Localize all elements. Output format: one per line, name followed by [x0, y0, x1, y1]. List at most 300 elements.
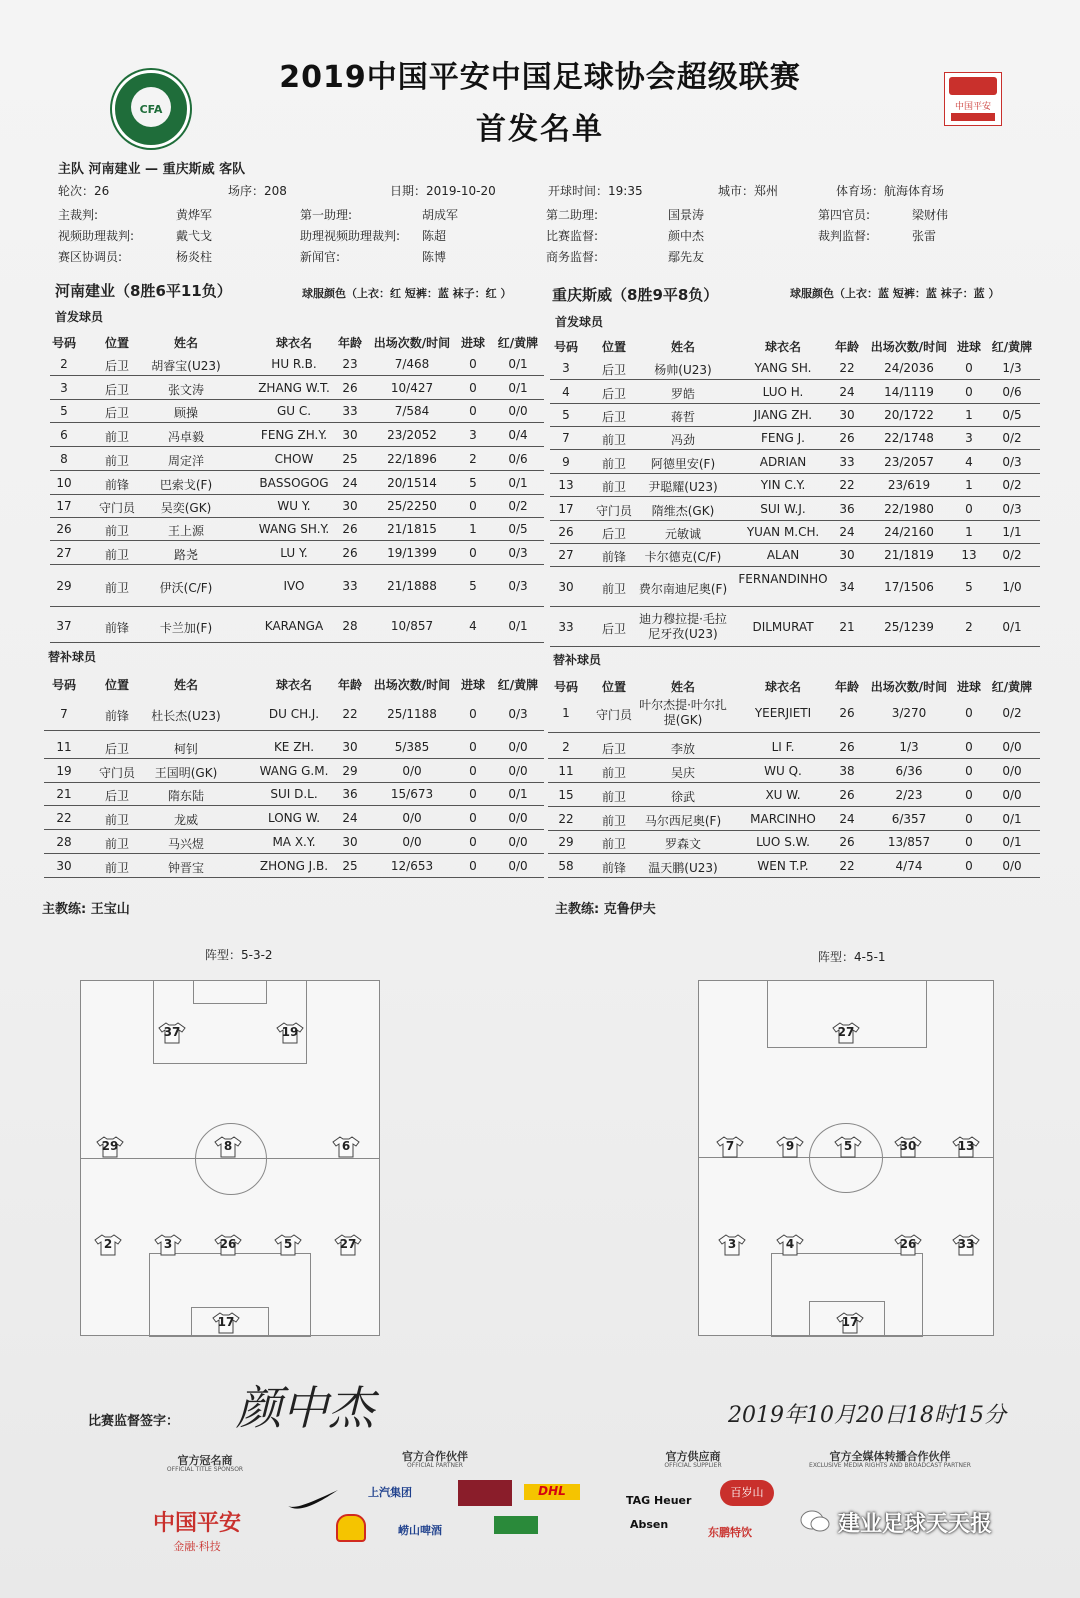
official-label: 视频助理裁判: [58, 229, 135, 243]
away-cell: 22 [839, 478, 855, 492]
shirt-number: 37 [163, 1025, 181, 1039]
shirt-number: 5 [843, 1139, 853, 1153]
shirt-number: 3 [727, 1237, 737, 1251]
away-cell: 24 [839, 812, 855, 826]
away-cell: 卡尔德克(C/F) [644, 550, 722, 564]
shirt-number: 27 [837, 1025, 855, 1039]
home-table-row [44, 738, 544, 759]
home-cell: 0/1 [508, 476, 528, 490]
home-cell: 0/1 [508, 357, 528, 371]
home-starters-col-header: 球衣名 [275, 336, 312, 350]
shirt-number: 29 [101, 1139, 119, 1153]
home-table-row [50, 497, 544, 518]
sponsor-sub-supplier: OFFICIAL SUPPLIER [664, 1462, 722, 1469]
away-cell: 22 [558, 812, 574, 826]
away-cell: 7 [562, 431, 570, 445]
official-label: 主裁判: [58, 208, 99, 222]
home-cell: 前卫 [104, 861, 129, 875]
away-cell: 前卫 [601, 837, 626, 851]
away-cell: 0 [965, 740, 973, 754]
away-cell: 5 [562, 408, 570, 422]
away-table-row [548, 833, 1040, 854]
official-value: 陈博 [422, 250, 447, 264]
away-cell: 2 [965, 620, 973, 634]
away-subs-col-header: 进球 [956, 680, 981, 694]
away-table-row [550, 570, 1040, 607]
home-cell: 巴索戈(F) [159, 478, 213, 492]
away-cell: LI F. [771, 740, 795, 754]
home-table-row [44, 785, 544, 806]
home-cell: 30 [342, 499, 358, 513]
home-cell: 前卫 [104, 813, 129, 827]
away-subs-col-header: 红/黄牌 [991, 680, 1033, 694]
home-cell: BASSOGOG [259, 476, 329, 490]
sponsor-sub-media: EXCLUSIVE MEDIA RIGHTS AND BROADCAST PARTNER [809, 1462, 971, 1469]
away-cell: YUAN M.CH. [746, 525, 820, 539]
away-cell: SUI W.J. [760, 502, 806, 516]
home-cell: 0 [469, 787, 477, 801]
away-cell: 0 [965, 788, 973, 802]
home-subs-col-header: 姓名 [173, 678, 198, 692]
home-cell: 37 [56, 619, 72, 633]
away-table-row [548, 762, 1040, 783]
home-cell: 后卫 [104, 359, 129, 373]
home-cell: 0/6 [508, 452, 528, 466]
home-table-row [50, 355, 544, 376]
home-cell: 12/653 [390, 859, 434, 873]
away-cell: XU W. [765, 788, 801, 802]
home-cell: 0/0 [508, 764, 528, 778]
away-cell: 1 [965, 525, 973, 539]
away-table-row [548, 696, 1040, 733]
home-cell: 0/0 [402, 764, 422, 778]
home-cell: 5 [469, 579, 477, 593]
away-starters-col-header: 年龄 [834, 340, 859, 354]
home-cell: LONG W. [267, 811, 321, 825]
away-cell: 1 [562, 706, 570, 720]
away-cell: 吴庆 [670, 766, 695, 780]
away-subs-col-header: 位置 [601, 680, 626, 694]
home-cell: 前卫 [104, 524, 129, 538]
home-starters-col-header: 姓名 [173, 336, 198, 350]
home-cell: KE ZH. [273, 740, 315, 754]
away-cell: 21/1819 [884, 548, 934, 562]
home-cell: 36 [342, 787, 358, 801]
away-cell: 0/3 [1002, 455, 1022, 469]
home-cell: 29 [56, 579, 72, 593]
shirt-number: 27 [339, 1237, 357, 1251]
away-cell: 0/5 [1002, 408, 1022, 422]
home-cell: 后卫 [104, 383, 129, 397]
home-cell: 前卫 [104, 837, 129, 851]
home-cell: 26 [342, 522, 358, 536]
home-cell: 后卫 [104, 789, 129, 803]
home-cell: 23 [342, 357, 358, 371]
away-cell: 0/0 [1002, 859, 1022, 873]
home-table-row [50, 450, 544, 471]
away-cell: 26 [839, 835, 855, 849]
home-cell: 0/2 [508, 499, 528, 513]
away-cell: 1/1 [1002, 525, 1022, 539]
away-cell: 0/1 [1002, 812, 1022, 826]
nike-logo [286, 1486, 340, 1512]
home-cell: 冯卓毅 [167, 430, 204, 444]
home-cell: 守门员 [98, 766, 135, 780]
home-cell: 27 [56, 546, 72, 560]
away-cell: 费尔南迪尼奥(F) [638, 582, 728, 596]
away-starters-col-header: 号码 [553, 340, 578, 354]
home-table-row [44, 700, 544, 731]
away-cell: FERNANDINHO [738, 572, 828, 586]
home-table-row [50, 568, 544, 607]
shirt-number: 3 [163, 1237, 173, 1251]
home-cell: 吴奕(GK) [160, 501, 212, 515]
home-starters-col-header: 红/黄牌 [497, 336, 539, 350]
home-cell: 28 [342, 619, 358, 633]
away-table-row [550, 383, 1040, 404]
home-starters-col-header: 进球 [460, 336, 485, 350]
home-cell: 0 [469, 357, 477, 371]
away-cell: 后卫 [601, 387, 626, 401]
home-cell: 33 [342, 579, 358, 593]
away-cell: 33 [558, 620, 574, 634]
home-cell: 22 [56, 811, 72, 825]
home-cell: 0/0 [508, 859, 528, 873]
home-player-shirt-icon [334, 1234, 362, 1256]
home-cell: 3 [60, 381, 68, 395]
away-cell: 23/2057 [884, 455, 934, 469]
away-cell: 22/1980 [884, 502, 934, 516]
away-cell: 3 [562, 361, 570, 375]
home-cell: 0 [469, 835, 477, 849]
away-cell: 13 [961, 548, 977, 562]
away-cell: YEERJIETI [754, 706, 812, 720]
away-cell: JIANG ZH. [753, 408, 813, 422]
shirt-number: 17 [217, 1315, 235, 1329]
away-cell: 叶尔杰提·叶尔扎提(GK) [639, 698, 727, 727]
away-cell: 6/357 [891, 812, 927, 826]
home-cell: 前锋 [104, 709, 129, 723]
saic-logo: 上汽集团 [368, 1486, 412, 1499]
home-cell: 7/468 [394, 357, 430, 371]
away-cell: 前卫 [601, 790, 626, 804]
away-cell: 前卫 [601, 766, 626, 780]
home-cell: 6 [60, 428, 68, 442]
home-table-row [50, 426, 544, 447]
wechat-icon [800, 1510, 830, 1532]
away-cell: 2 [562, 740, 570, 754]
home-cell: 3 [469, 428, 477, 442]
away-starters-col-header: 球衣名 [764, 340, 801, 354]
city: 城市：郑州 [718, 184, 779, 198]
title-sponsor-logo: 中国平安 [152, 1511, 241, 1536]
home-cell: 29 [342, 764, 358, 778]
home-cell: 10/427 [390, 381, 434, 395]
away-cell: 30 [558, 580, 574, 594]
home-starters-col-header: 位置 [104, 336, 129, 350]
kickoff-time: 开球时间：19:35 [548, 184, 643, 198]
away-cell: 33 [839, 455, 855, 469]
home-table-row [50, 612, 544, 643]
away-table-row [550, 406, 1040, 427]
away-cell: 前卫 [601, 433, 626, 447]
away-cell: 1/3 [1002, 361, 1022, 375]
home-cell: ZHANG W.T. [258, 381, 330, 395]
away-cell: 0 [965, 859, 973, 873]
home-cell: 周定洋 [167, 454, 204, 468]
home-cell: HU R.B. [271, 357, 317, 371]
home-cell: 30 [342, 428, 358, 442]
home-starters-col-header: 年龄 [337, 336, 362, 350]
home-cell: 柯钊 [173, 742, 198, 756]
away-cell: 李放 [670, 742, 695, 756]
shirt-number: 13 [957, 1139, 975, 1153]
away-cell: 隋维杰(GK) [651, 504, 715, 518]
away-cell: WEN T.P. [757, 859, 809, 873]
away-cell: 4/74 [895, 859, 923, 873]
home-table-row [50, 474, 544, 495]
away-cell: 冯劲 [670, 433, 695, 447]
away-cell: ALAN [766, 548, 800, 562]
official-value: 黄烨军 [176, 208, 213, 222]
away-table-row [548, 738, 1040, 759]
away-subs-col-header: 姓名 [670, 680, 695, 694]
away-cell: 0 [965, 385, 973, 399]
tagheuer-logo: TAG Heuer [626, 1494, 692, 1507]
official-value: 国景涛 [668, 208, 705, 222]
home-cell: 卡兰加(F) [159, 621, 213, 635]
shirt-number: 17 [841, 1315, 859, 1329]
home-cell: 23/2052 [387, 428, 437, 442]
away-starters-col-header: 姓名 [670, 340, 695, 354]
away-cell: 11 [558, 764, 574, 778]
away-cell: 前卫 [601, 480, 626, 494]
away-player-shirt-icon [718, 1234, 746, 1256]
away-cell: 9 [562, 455, 570, 469]
away-player-shirt-icon [776, 1136, 804, 1158]
away-player-shirt-icon [952, 1234, 980, 1256]
home-cell: 前锋 [104, 621, 129, 635]
away-cell: 0/2 [1002, 548, 1022, 562]
home-player-shirt-icon [332, 1136, 360, 1158]
official-label: 第二助理: [546, 208, 599, 222]
home-player-shirt-icon [94, 1234, 122, 1256]
home-cell: LU Y. [280, 546, 308, 560]
home-cell: 龙威 [173, 813, 198, 827]
away-subs-col-header: 号码 [553, 680, 578, 694]
home-coach: 主教练: 王宝山 [42, 902, 130, 917]
shirt-number: 26 [219, 1237, 237, 1251]
away-cell: 34 [839, 580, 855, 594]
away-cell: 24/2036 [884, 361, 934, 375]
home-cell: 26 [56, 522, 72, 536]
shirt-number: 2 [103, 1237, 113, 1251]
home-cell: 0/1 [508, 787, 528, 801]
home-cell: 前卫 [104, 430, 129, 444]
home-cell: 0/3 [508, 579, 528, 593]
away-cell: 前锋 [601, 550, 626, 564]
home-cell: 5/385 [394, 740, 430, 754]
away-player-shirt-icon [952, 1136, 980, 1158]
official-label: 第一助理: [300, 208, 353, 222]
home-cell: 钟晋宝 [167, 861, 204, 875]
away-player-shirt-icon [836, 1312, 864, 1334]
official-label: 助理视频助理裁判: [300, 229, 401, 243]
shirt-number: 7 [725, 1139, 735, 1153]
away-cell: DILMURAT [752, 620, 814, 634]
away-cell: 38 [839, 764, 855, 778]
away-starters-col-header: 红/黄牌 [991, 340, 1033, 354]
home-cell: SUI D.L. [270, 787, 318, 801]
home-subs-label: 替补球员 [48, 650, 97, 664]
shirt-number: 8 [223, 1139, 233, 1153]
away-cell: 后卫 [601, 410, 626, 424]
home-cell: 21/1815 [387, 522, 437, 536]
away-cell: 17/1506 [884, 580, 934, 594]
home-table-row [44, 833, 544, 854]
away-player-shirt-icon [832, 1022, 860, 1044]
away-cell: 24 [839, 385, 855, 399]
home-cell: 24 [342, 476, 358, 490]
away-subs-col-header: 球衣名 [764, 680, 801, 694]
official-value: 张雷 [912, 229, 937, 243]
away-cell: 20/1722 [884, 408, 934, 422]
home-cell: FENG ZH.Y. [260, 428, 328, 442]
away-cell: 25/1239 [884, 620, 934, 634]
away-player-shirt-icon [776, 1234, 804, 1256]
away-table-row [550, 476, 1040, 497]
home-cell: 2 [469, 452, 477, 466]
home-table-row [50, 402, 544, 423]
away-starters-label: 首发球员 [555, 315, 604, 329]
away-cell: 15 [558, 788, 574, 802]
home-cell: 28 [56, 835, 72, 849]
home-table-row [50, 544, 544, 565]
home-cell: 25/2250 [387, 499, 437, 513]
away-cell: MARCINHO [750, 812, 816, 826]
away-starters-col-header: 进球 [956, 340, 981, 354]
away-cell: 0 [965, 835, 973, 849]
home-cell: 马兴煜 [167, 837, 204, 851]
away-table-row [550, 359, 1040, 380]
away-cell: 前卫 [601, 582, 626, 596]
home-cell: 21 [56, 787, 72, 801]
away-cell: 26 [839, 788, 855, 802]
away-table-row [548, 857, 1040, 878]
away-cell: 0 [965, 502, 973, 516]
official-value: 鄢先友 [668, 250, 705, 264]
home-cell: 胡睿宝(U23) [151, 359, 221, 373]
away-cell: 13/857 [887, 835, 931, 849]
shirt-number: 19 [281, 1025, 299, 1039]
away-starters-col-header: 出场次数/时间 [870, 340, 948, 354]
home-cell: 前卫 [104, 548, 129, 562]
home-cell: 0/3 [508, 707, 528, 721]
away-cell: 6/36 [895, 764, 923, 778]
away-cell: 后卫 [601, 742, 626, 756]
game-no: 场序：208 [228, 184, 287, 198]
page-title: 2019中国平安中国足球协会超级联赛 [279, 60, 801, 95]
away-player-shirt-icon [716, 1136, 744, 1158]
stadium: 体育场：航海体育场 [836, 184, 945, 198]
away-table-row [548, 786, 1040, 807]
away-cell: 0/0 [1002, 764, 1022, 778]
away-cell: 26 [558, 525, 574, 539]
away-table-row [548, 810, 1040, 831]
away-cell: 0 [965, 361, 973, 375]
signature-name: 颜中杰 [236, 1381, 374, 1435]
away-cell: WU Q. [764, 764, 802, 778]
away-cell: 杨帅(U23) [654, 363, 712, 377]
sponsor-label-partner: 官方合作伙伴 [402, 1450, 468, 1463]
home-cell: 王国明(GK) [154, 766, 218, 780]
away-cell: 36 [839, 502, 855, 516]
home-cell: 0/1 [508, 381, 528, 395]
away-cell: 2/23 [895, 788, 923, 802]
home-cell: 26 [342, 381, 358, 395]
home-cell: 19/1399 [387, 546, 437, 560]
home-cell: DU CH.J. [268, 707, 320, 721]
away-player-shirt-icon [894, 1234, 922, 1256]
away-formation: 阵型：4-5-1 [818, 950, 886, 964]
official-value: 颜中杰 [668, 229, 705, 243]
absen-logo: Absen [630, 1518, 669, 1531]
home-subs-col-header: 号码 [52, 678, 77, 692]
home-starters-label: 首发球员 [55, 310, 104, 324]
home-cell: 0/0 [508, 835, 528, 849]
away-cell: 罗森文 [664, 837, 701, 851]
home-cell: 0/1 [508, 619, 528, 633]
away-cell: 3 [965, 431, 973, 445]
home-formation: 阵型：5-3-2 [205, 948, 273, 962]
home-player-shirt-icon [276, 1022, 304, 1044]
away-cell: ADRIAN [759, 455, 807, 469]
away-cell: 17 [558, 502, 574, 516]
home-player-shirt-icon [214, 1136, 242, 1158]
dhl-logo: DHL [524, 1484, 580, 1500]
away-cell: 58 [558, 859, 574, 873]
home-table-row [44, 762, 544, 783]
partner-badge-logo [458, 1480, 512, 1506]
away-cell: 23/619 [887, 478, 931, 492]
home-cell: 19 [56, 764, 72, 778]
home-cell: 0 [469, 546, 477, 560]
home-cell: 25 [342, 452, 358, 466]
away-cell: 27 [558, 548, 574, 562]
official-value: 胡成军 [422, 208, 459, 222]
away-cell: 22/1748 [884, 431, 934, 445]
home-cell: 30 [56, 859, 72, 873]
home-cell: 0/0 [402, 835, 422, 849]
away-cell: 24 [839, 525, 855, 539]
home-player-shirt-icon [274, 1234, 302, 1256]
shirt-number: 26 [899, 1237, 917, 1251]
home-cell: 7 [60, 707, 68, 721]
away-cell: 0 [965, 812, 973, 826]
away-cell: 0/2 [1002, 431, 1022, 445]
away-cell: 3/270 [891, 706, 927, 720]
away-cell: 0/3 [1002, 502, 1022, 516]
home-cell: 1 [469, 522, 477, 536]
home-subs-col-header: 进球 [460, 678, 485, 692]
away-cell: 1 [965, 408, 973, 422]
home-cell: 0 [469, 859, 477, 873]
away-table-row [550, 453, 1040, 474]
home-cell: 0/4 [508, 428, 528, 442]
away-table-row [550, 500, 1040, 521]
away-cell: LUO H. [762, 385, 804, 399]
home-cell: 30 [342, 740, 358, 754]
